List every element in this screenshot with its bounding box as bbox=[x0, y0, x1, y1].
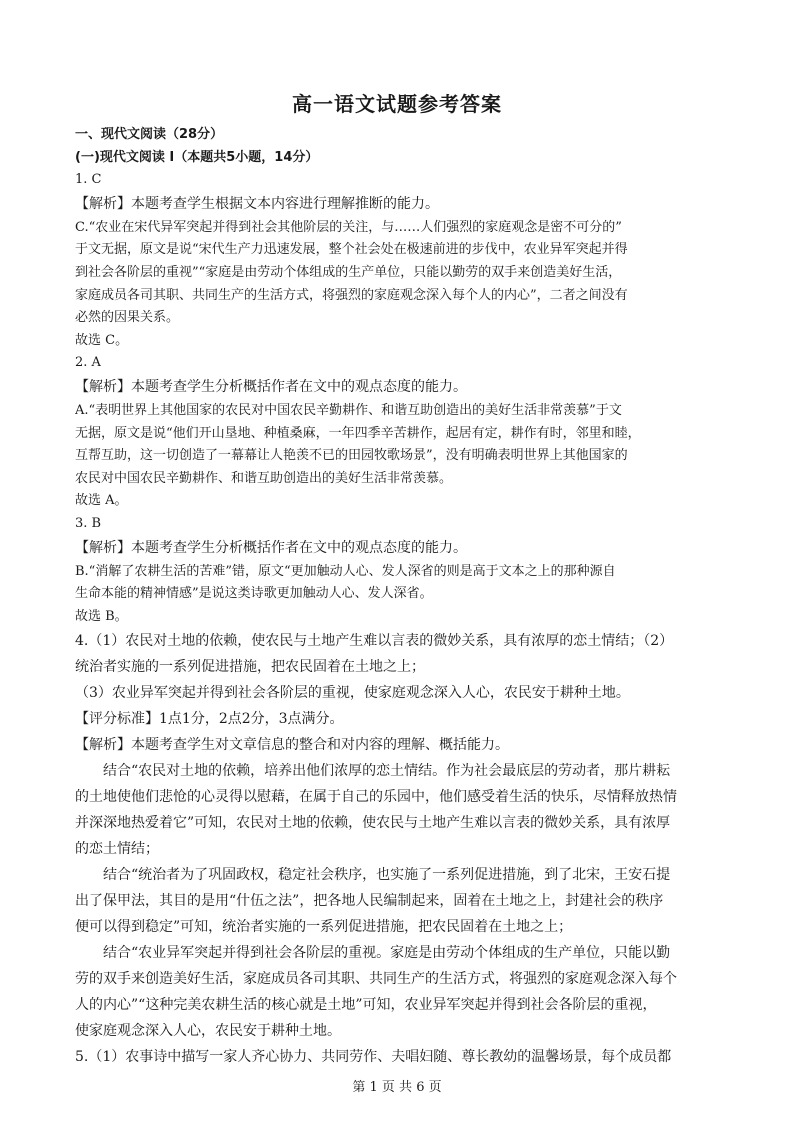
text-line: 农民对中国农民辛勤耕作、和谐互助创造出的美好生活非常羡慕。 bbox=[75, 470, 453, 486]
text-line: 于文无据，原文是说“宋代生产力迅速发展，整个社会处在极速前进的步伐中，农业异军突起并得 bbox=[75, 242, 628, 258]
text-line: 出了保甲法，其目的是用“什伍之法”，把各地人民编制起来，固着在土地之上，封建社会的秩序 bbox=[75, 893, 664, 910]
text-line: 4.（1）农民对土地的依赖，使农民与土地产生难以言表的微妙关系，具有浓厚的恋土情结；（2） bbox=[75, 633, 674, 650]
text-line: 【评分标准】1点1分，2点2分，3点满分。 bbox=[75, 711, 344, 728]
text-line: 到社会各阶层的重视”“家庭是由劳动个体组成的生产单位，只能以勤劳的双手来创造美好生活， bbox=[75, 264, 622, 280]
text-line: 的恋土情结； bbox=[75, 841, 159, 858]
text-line: 故选 A。 bbox=[75, 493, 128, 509]
text-line: 劳的双手来创造美好生活，家庭成员各司其职、共同生产的生活方式，将强烈的家庭观念深入每个 bbox=[75, 971, 677, 988]
text-line: 人的内心”“这种完美农耕生活的核心就是土地”可知，农业异军突起并得到社会各阶层的重视， bbox=[75, 997, 657, 1014]
text-line: (一)现代文阅读 I（本题共5小题，14分） bbox=[75, 149, 319, 165]
text-line: B.“消解了农耕生活的苦难”错，原文“更加触动人心、发人深省的则是高于文本之上的那种源自 bbox=[75, 563, 616, 579]
text-line: 并深深地热爱着它”可知，农民对土地的依赖，使农民与土地产生难以言表的微妙关系，具有浓厚 bbox=[75, 815, 671, 832]
page-title: 高一语文试题参考答案 bbox=[292, 92, 502, 116]
text-line: 【解析】本题考查学生对文章信息的整合和对内容的理解、概括能力。 bbox=[75, 737, 509, 754]
text-line: 生命本能的精神情感”是说这类诗歌更加触动人心、发人深省。 bbox=[75, 586, 433, 602]
text-line: 1. C bbox=[75, 172, 102, 188]
text-line: 5.（1）农事诗中描写一家人齐心协力、共同劳作、夫唱妇随、尊长教幼的温馨场景，每个成员都 bbox=[75, 1049, 672, 1066]
text-line: 使家庭观念深入人心，农民安于耕种土地。 bbox=[75, 1023, 341, 1040]
text-line: 便可以得到稳定”可知，统治者实施的一系列促进措施，把农民固着在土地之上； bbox=[75, 919, 573, 936]
text-line: C.“农业在宋代异军突起并得到社会其他阶层的关注，与……人们强烈的家庭观念是密不可分的” bbox=[75, 219, 622, 235]
page-footer: 第 1 页 共 6 页 bbox=[352, 1080, 442, 1095]
text-line: 故选 B。 bbox=[75, 608, 128, 624]
text-line: 家庭成员各司其职、共同生产的生活方式，将强烈的家庭观念深入每个人的内心”，二者之间没有 bbox=[75, 287, 628, 303]
text-line: 【解析】本题考查学生分析概括作者在文中的观点态度的能力。 bbox=[75, 378, 467, 395]
text-line: 【解析】本题考查学生根据文本内容进行理解推断的能力。 bbox=[75, 195, 439, 212]
text-line: 一、现代文阅读（28分） bbox=[75, 127, 224, 142]
text-line: A.“表明世界上其他国家的农民对中国农民辛勤耕作、和谐互助创造出的美好生活非常羡慕”于文 bbox=[75, 402, 622, 418]
text-line: 互帮互助，这一切创造了一幕幕让人艳羡不已的田园牧歌场景”，没有明确表明世界上其他国家的 bbox=[75, 448, 628, 464]
text-line: 结合“统治者为了巩固政权，稳定社会秩序，也实施了一系列促进措施，到了北宋，王安石提 bbox=[103, 867, 671, 884]
text-line: 【解析】本题考查学生分析概括作者在文中的观点态度的能力。 bbox=[75, 539, 467, 556]
text-line: 必然的因果关系。 bbox=[75, 310, 180, 326]
text-line: 无据，原文是说“他们开山垦地、种植桑麻，一年四季辛苦耕作，起居有定，耕作有时，邻里和睦， bbox=[75, 425, 641, 441]
text-line: （3）农业异军突起并得到社会各阶层的重视，使家庭观念深入人心，农民安于耕种土地。 bbox=[75, 685, 630, 702]
text-line: 3. B bbox=[75, 515, 102, 531]
text-line: 结合“农业异军突起并得到社会各阶层的重视。家庭是由劳动个体组成的生产单位，只能以勤 bbox=[103, 945, 671, 962]
text-line: 结合“农民对土地的依赖，培养出他们浓厚的恋土情结。作为社会最底层的劳动者，那片耕耘 bbox=[103, 763, 671, 780]
text-line: 2. A bbox=[75, 355, 101, 371]
text-line: 故选 C。 bbox=[75, 332, 129, 348]
text-line: 的土地使他们悲怆的心灵得以慰藉，在属于自己的乐园中，他们感受着生活的快乐，尽情释放热情 bbox=[75, 789, 677, 806]
text-line: 统治者实施的一系列促进措施，把农民固着在土地之上； bbox=[75, 659, 425, 676]
answer-content bbox=[75, 124, 740, 1070]
